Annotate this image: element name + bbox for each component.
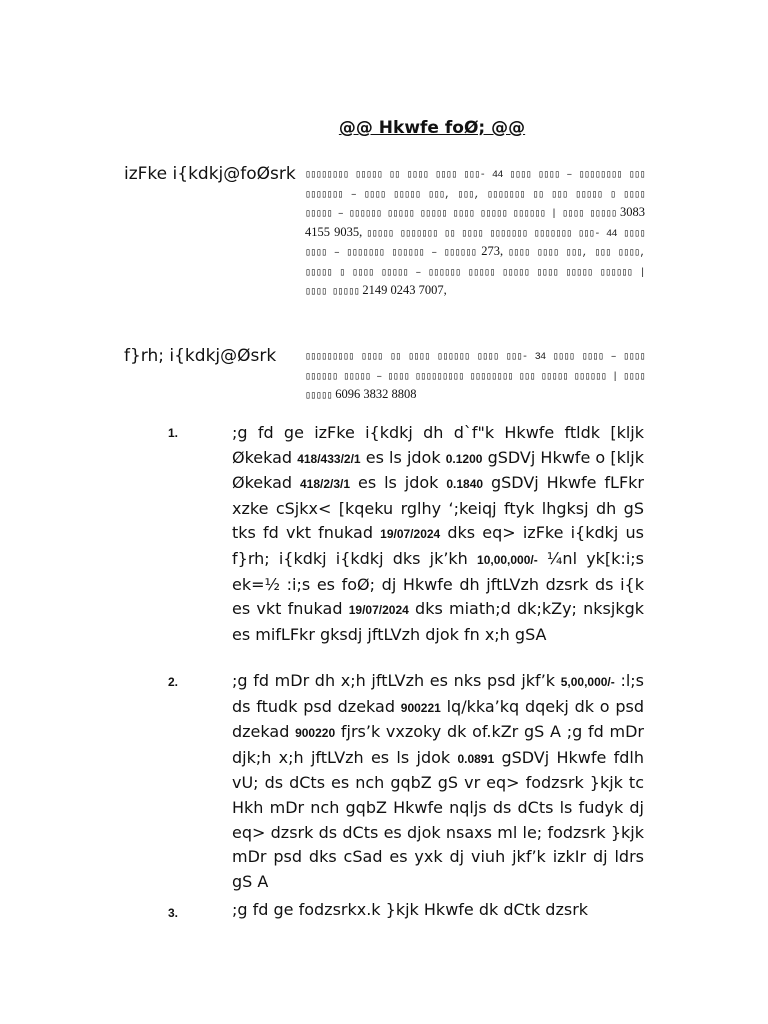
buyer-details xyxy=(305,347,645,406)
seller-details-garbled-3: ▯▯▯▯ ▯▯▯▯ ▯▯▯, ▯▯▯ ▯▯▯▯, ▯▯▯▯▯ ▯ ▯▯▯▯ ▯▯▯▯▯ – ▯▯▯▯▯▯ ▯▯▯▯▯ ▯▯▯▯▯ ▯▯▯▯ ▯▯▯▯▯ ▯▯▯▯▯▯ | ▯▯▯▯ ▯▯▯▯▯ xyxy=(305,248,646,298)
clause-1-part: es ls jdok xyxy=(365,447,441,467)
clause-1-date-1: 19/07/2024 xyxy=(380,527,441,542)
clause-2-number: 2. xyxy=(168,675,179,689)
seller-details xyxy=(305,165,645,302)
clause-1-area-2: 0.1840 xyxy=(446,477,484,492)
clause-3-part: ;g fd ge fodzsrkx.k }kjk Hkwfe dk dCtk dzsrk xyxy=(232,900,589,919)
clause-1-area-1: 0.1200 xyxy=(445,451,483,466)
clause-1-khasra-2: 418/2/3/1 xyxy=(300,477,351,492)
buyer-details-garbled: ▯▯▯▯▯▯▯▯▯ ▯▯▯▯ ▯▯ ▯▯▯▯ ▯▯▯▯▯▯ ▯▯▯▯ ▯▯▯- 34 ▯▯▯▯ ▯▯▯▯ – ▯▯▯▯ ▯▯▯▯▯▯ ▯▯▯▯▯ – ▯▯▯▯ ▯▯▯▯▯▯▯▯▯ ▯▯▯▯▯▯▯▯ ▯▯▯ ▯▯▯▯▯ ▯▯▯▯▯▯ | ▯▯▯▯ ▯▯▯▯▯ xyxy=(305,352,645,402)
clause-1-date-2: 19/07/2024 xyxy=(348,603,409,618)
seller-details-garbled-1: ▯▯▯▯▯▯▯▯ ▯▯▯▯▯ ▯▯ ▯▯▯▯ ▯▯▯▯ ▯▯▯- 44 ▯▯▯▯ ▯▯▯▯ – ▯▯▯▯▯▯▯▯ ▯▯▯ ▯▯▯▯▯▯▯ – ▯▯▯▯ ▯▯▯▯▯ ▯▯▯, ▯▯▯, ▯▯▯▯▯▯▯ ▯▯ ▯▯▯ ▯▯▯▯▯ ▯ ▯▯▯▯ ▯▯▯▯▯ – ▯▯▯▯▯▯ ▯▯▯▯▯ ▯▯▯▯▯ ▯▯▯▯ ▯▯▯▯▯ ▯▯▯▯▯▯ | ▯▯▯▯ ▯▯▯▯▯ xyxy=(305,170,645,220)
clause-1-part: ;g fd ge izFke i{kdkj dh d`f"k Hkwfe ftldk [kljk Økekad xyxy=(232,423,644,467)
seller-aadhar-1: 3083 4155 9035, xyxy=(305,205,645,239)
buyer-label: f}rh; i{kdkj@Øsrk xyxy=(124,346,277,366)
clause-1-text xyxy=(232,421,644,647)
clause-1-khasra-1: 418/433/2/1 xyxy=(297,451,361,466)
clause-1-part: es ls jdok xyxy=(357,473,439,493)
clause-2-part: lq/kka’kq dqekj dk o psd dzekad xyxy=(232,696,644,742)
seller-house-number: 273, xyxy=(481,244,504,258)
clause-1-part: ¼nl yk[k:i;s ek=½ :i;s es foØ; dj Hkwfe dh jftLVzh dzsrk ds i{k es vkt fnukad xyxy=(232,548,644,619)
seller-aadhar-2: 2149 0243 7007, xyxy=(362,283,447,297)
clause-1-number: 1. xyxy=(168,426,179,440)
clause-2-part: fjrs’k vxzoky dk of.kZr gS A ;g fd mDr djk;h x;h jftLVzh es ls jdok xyxy=(232,722,644,767)
clause-1-amount: 10,00,000/- xyxy=(477,552,538,567)
clause-3-number: 3. xyxy=(168,906,179,920)
clause-2-amount: 5,00,000/- xyxy=(560,675,615,689)
document-title: @@ Hkwfe foØ; @@ xyxy=(338,118,526,138)
clause-2-cheque-2: 900220 xyxy=(295,726,336,741)
clause-1-part: gSDVj Hkwfe o [kljk Økekad xyxy=(232,447,644,493)
clause-1-part: dks miath;d dk;kZy; nksjkgk es mifLFkr gksdj jftLVzh djok fn x;h gSA xyxy=(232,599,645,644)
clause-2-part: gSDVj Hkwfe fdlh vU; ds dCts es nch gqbZ gS vr eq> fodzsrk }kjk tc Hkh mDr nch gqbZ Hkwfe nqljs ds dCts ls fudyk dj eq> dzsrk ds dCts es djok nsaxs ml le; fodzsrk }kjk mDr psd dks cSad es yxk dj viuh jkf’k izkIr dj ldrs gS A xyxy=(232,747,645,891)
clause-1-part: dks eq> izFke i{kdkj us f}rh; i{kdkj i{kdkj dks jk’kh xyxy=(232,523,644,568)
seller-details-garbled-2: ▯▯▯▯▯ ▯▯▯▯▯▯▯ ▯▯ ▯▯▯▯ ▯▯▯▯▯▯▯ ▯▯▯▯▯▯▯ ▯▯▯- 44 ▯▯▯▯ ▯▯▯▯ – ▯▯▯▯▯▯▯ ▯▯▯▯▯▯ – ▯▯▯▯▯▯ xyxy=(305,228,646,259)
buyer-aadhar: 6096 3832 8808 xyxy=(335,387,417,401)
clause-2-text xyxy=(232,669,644,894)
clause-2-part: :l;s ds ftudk psd dzekad xyxy=(232,671,644,716)
clause-2-cheque-1: 900221 xyxy=(400,700,441,715)
seller-label: izFke i{kdkj@foØsrk xyxy=(124,164,296,184)
clause-3-text xyxy=(232,898,644,923)
clause-2-area: 0.0891 xyxy=(457,751,495,766)
clause-1-part: gSDVj Hkwfe fLFkr xzke cSjkx< [kqeku rglhy ‘;keiqj ftyk lhgksj dh gS tks fd vkt fnukad xyxy=(232,473,644,543)
clause-2-part: ;g fd mDr dh x;h jftLVzh es nks psd jkf’k xyxy=(232,671,556,690)
